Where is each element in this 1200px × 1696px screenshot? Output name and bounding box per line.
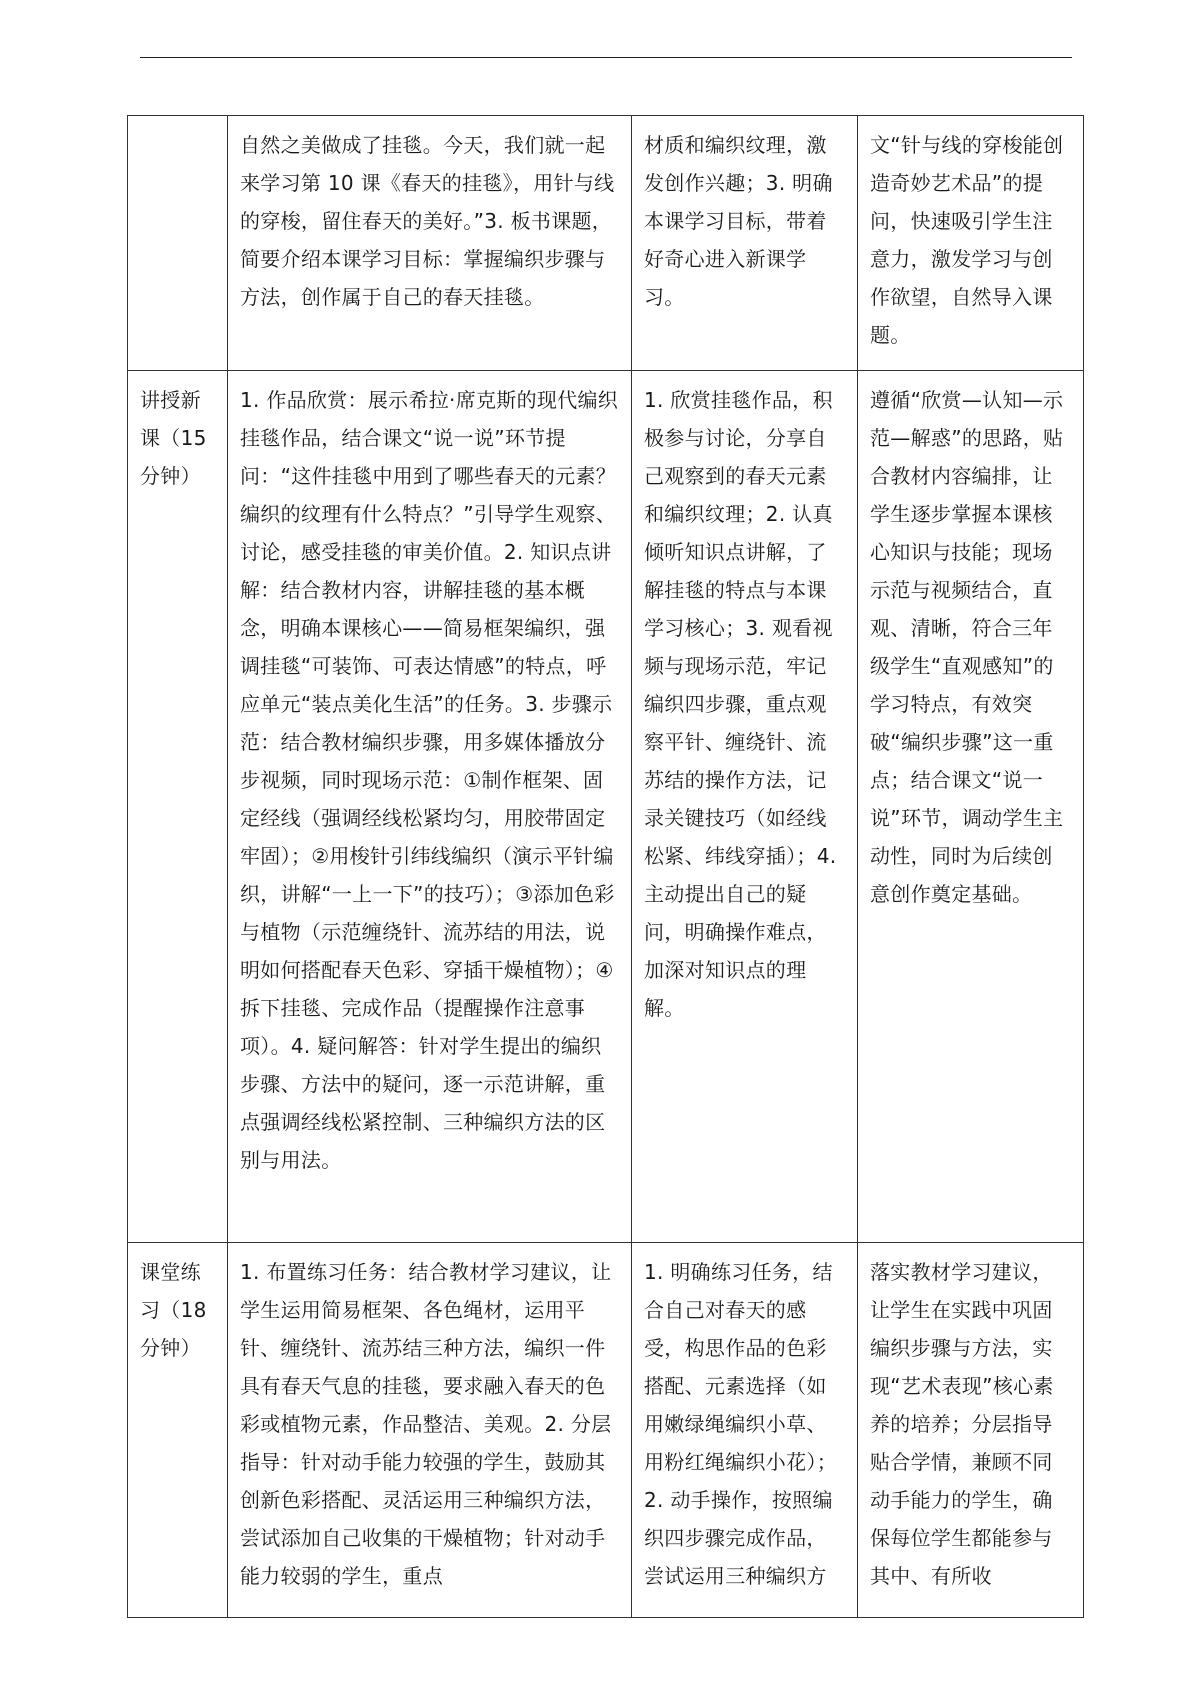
- table-row: [128, 1243, 1084, 1618]
- design-intent-cell: 遵循“欣赏—认知—示范—解惑”的思路，贴合教材内容编排，让学生逐步掌握本课核心知识与技能；现场示范与视频结合，直观、清晰，符合三年级学生“直观感知”的学习特点，有效突破“编织步骤”这一重点；结合课文“说一说”环节，调动学生主动性，同时为后续创意创作奠定基础。: [858, 371, 1084, 1243]
- student-activity-cell: 1. 欣赏挂毯作品，积极参与讨论，分享自己观察到的春天元素和编织纹理；2. 认真倾听知识点讲解，了解挂毯的特点与本课学习核心；3. 观看视频与现场示范，牢记编织四步骤，重点观察平针、缠绕针、流苏结的操作方法，记录关键技巧（如经线松紧、纬线穿插）；4. 主动提出自己的疑问，明确操作难点，加深对知识点的理解。: [632, 371, 858, 1243]
- stage-cell: 讲授新课（15分钟）: [128, 371, 228, 1243]
- teacher-activity-cell: 1. 作品欣赏：展示希拉·席克斯的现代编织挂毯作品，结合课文“说一说”环节提问：“这件挂毯中用到了哪些春天的元素？编织的纹理有什么特点？”引导学生观察、讨论，感受挂毯的审美价值。2. 知识点讲解：结合教材内容，讲解挂毯的基本概念，明确本课核心——简易框架编织，强调挂毯“可装饰、可表达情感”的特点，呼应单元“装点美化生活”的任务。3. 步骤示范：结合教材编织步骤，用多媒体播放分步视频，同时现场示范：①制作框架、固定经线（强调经线松紧均匀，用胶带固定牢固）；②用梭针引纬线编织（演示平针编织，讲解“一上一下”的技巧）；③添加色彩与植物（示范缠绕针、流苏结的用法，说明如何搭配春天色彩、穿插干燥植物）；④拆下挂毯、完成作品（提醒操作注意事项）。4. 疑问解答：针对学生提出的编织步骤、方法中的疑问，逐一示范讲解，重点强调经线松紧控制、三种编织方法的区别与用法。: [228, 371, 632, 1243]
- table-row: [128, 371, 1084, 1243]
- student-activity-cell: 1. 明确练习任务，结合自己对春天的感受，构思作品的色彩搭配、元素选择（如用嫩绿绳编织小草、用粉红绳编织小花）；2. 动手操作，按照编织四步骤完成作品，尝试运用三种编织方: [632, 1243, 858, 1618]
- header-rule: [140, 57, 1072, 58]
- stage-cell: [128, 116, 228, 371]
- lesson-plan-table: [127, 115, 1084, 1618]
- table-row: [128, 116, 1084, 371]
- teacher-activity-cell: 1. 布置练习任务：结合教材学习建议，让学生运用简易框架、各色绳材，运用平针、缠绕针、流苏结三种方法，编织一件具有春天气息的挂毯，要求融入春天的色彩或植物元素，作品整洁、美观。2. 分层指导：针对动手能力较强的学生，鼓励其创新色彩搭配、灵活运用三种编织方法，尝试添加自己收集的干燥植物；针对动手能力较弱的学生，重点: [228, 1243, 632, 1618]
- design-intent-cell: 文“针与线的穿梭能创造奇妙艺术品”的提问，快速吸引学生注意力，激发学习与创作欲望，自然导入课题。: [858, 116, 1084, 371]
- teacher-activity-cell: 自然之美做成了挂毯。今天，我们就一起来学习第 10 课《春天的挂毯》，用针与线的穿梭，留住春天的美好。”3. 板书课题，简要介绍本课学习目标：掌握编织步骤与方法，创作属于自己的春天挂毯。: [228, 116, 632, 371]
- design-intent-cell: 落实教材学习建议，让学生在实践中巩固编织步骤与方法，实现“艺术表现”核心素养的培养；分层指导贴合学情，兼顾不同动手能力的学生，确保每位学生都能参与其中、有所收: [858, 1243, 1084, 1618]
- student-activity-cell: 材质和编织纹理，激发创作兴趣；3. 明确本课学习目标，带着好奇心进入新课学习。: [632, 116, 858, 371]
- stage-cell: 课堂练习（18分钟）: [128, 1243, 228, 1618]
